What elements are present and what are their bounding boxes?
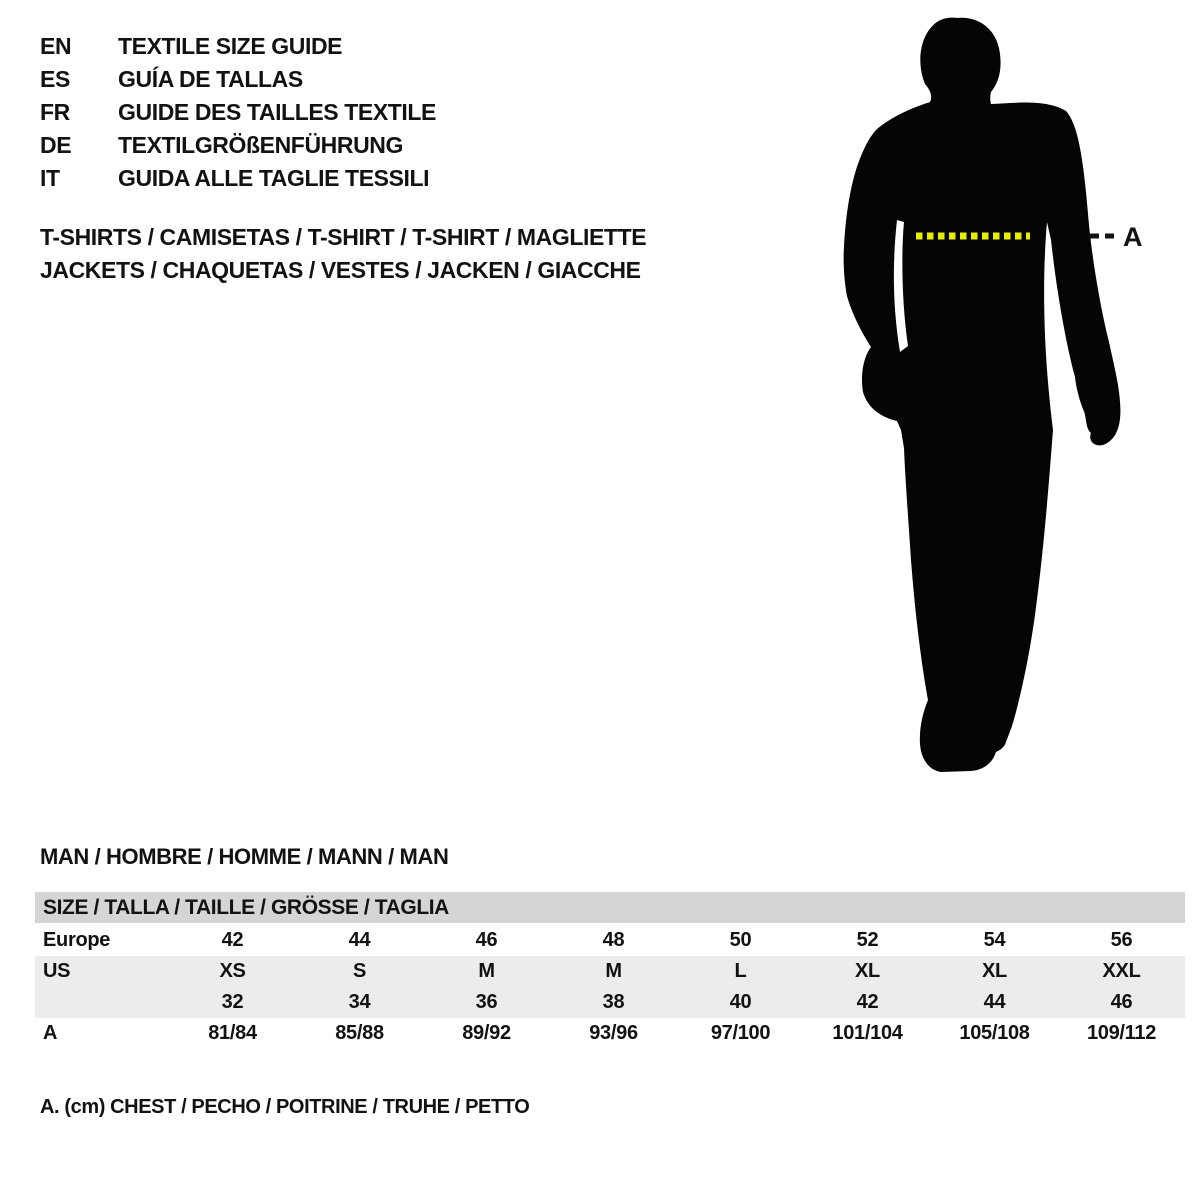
size-cell: 42 xyxy=(221,929,244,951)
size-table-header: SIZE / TALLA / TAILLE / GRÖSSE / TAGLIA xyxy=(35,892,1185,923)
garment-categories xyxy=(40,221,646,287)
size-cell: XXL xyxy=(1058,956,1185,987)
size-cell: 36 xyxy=(423,987,550,1018)
size-cell: 109/112 xyxy=(1086,1022,1157,1044)
size-cell: 89/92 xyxy=(462,1022,511,1044)
size-cell: XL xyxy=(804,956,931,987)
row-label-a: A xyxy=(43,1022,58,1044)
man-silhouette-figure xyxy=(820,0,1150,790)
size-cell: M xyxy=(550,956,677,987)
size-cell: S xyxy=(296,956,423,987)
category-line-jackets: JACKETS / CHAQUETAS / VESTES / JACKEN / GIACCHE xyxy=(40,257,641,283)
language-code: FR xyxy=(40,99,70,125)
language-row xyxy=(40,162,436,195)
size-cell: 81/84 xyxy=(208,1022,257,1044)
language-label: TEXTILGRÖßENFÜHRUNG xyxy=(118,132,403,158)
size-cell: 85/88 xyxy=(335,1022,384,1044)
size-cell: 56 xyxy=(1110,929,1133,951)
row-label-us: US xyxy=(35,956,169,987)
row-label-europe: Europe xyxy=(43,929,111,951)
size-cell: 101/104 xyxy=(832,1022,903,1044)
language-row xyxy=(40,30,436,63)
size-cell: 34 xyxy=(296,987,423,1018)
language-guide-list xyxy=(40,30,436,195)
language-code: EN xyxy=(40,33,72,59)
size-cell: 105/108 xyxy=(959,1022,1030,1044)
language-label: TEXTILE SIZE GUIDE xyxy=(118,33,343,59)
category-line-tshirts: T-SHIRTS / CAMISETAS / T-SHIRT / T-SHIRT / MAGLIETTE xyxy=(40,224,647,250)
man-silhouette-svg xyxy=(820,0,1150,790)
size-cell: 38 xyxy=(550,987,677,1018)
size-cell: 40 xyxy=(677,987,804,1018)
man-silhouette-shape xyxy=(844,18,1121,772)
language-code: ES xyxy=(40,66,70,92)
size-cell: 48 xyxy=(602,929,625,951)
language-label: GUIDE DES TAILLES TEXTILE xyxy=(118,99,436,125)
size-cell: XL xyxy=(931,956,1058,987)
language-row xyxy=(40,63,436,96)
size-cell: 32 xyxy=(169,987,296,1018)
size-cell: 46 xyxy=(1058,987,1185,1018)
size-cell: XS xyxy=(169,956,296,987)
size-cell: 44 xyxy=(931,987,1058,1018)
language-label: GUÍA DE TALLAS xyxy=(118,66,303,92)
language-code: DE xyxy=(40,132,72,158)
size-table xyxy=(35,925,1185,1049)
size-cell: 97/100 xyxy=(710,1022,771,1044)
language-label: GUIDA ALLE TAGLIE TESSILI xyxy=(118,165,430,191)
size-cell: 52 xyxy=(856,929,879,951)
row-label-numeric xyxy=(35,987,169,1018)
size-cell: 50 xyxy=(729,929,752,951)
size-cell: 93/96 xyxy=(589,1022,638,1044)
language-code: IT xyxy=(40,165,60,191)
size-cell: 44 xyxy=(348,929,371,951)
size-cell: 46 xyxy=(475,929,498,951)
size-cell: L xyxy=(677,956,804,987)
measure-label-a: A xyxy=(1123,222,1143,252)
language-row xyxy=(40,96,436,129)
language-row xyxy=(40,129,436,162)
size-cell: 42 xyxy=(804,987,931,1018)
measurement-footnote: A. (cm) CHEST / PECHO / POITRINE / TRUHE / PETTO xyxy=(40,1096,530,1118)
size-cell: 54 xyxy=(983,929,1006,951)
size-cell: M xyxy=(423,956,550,987)
section-title-man: MAN / HOMBRE / HOMME / MANN / MAN xyxy=(40,844,449,869)
